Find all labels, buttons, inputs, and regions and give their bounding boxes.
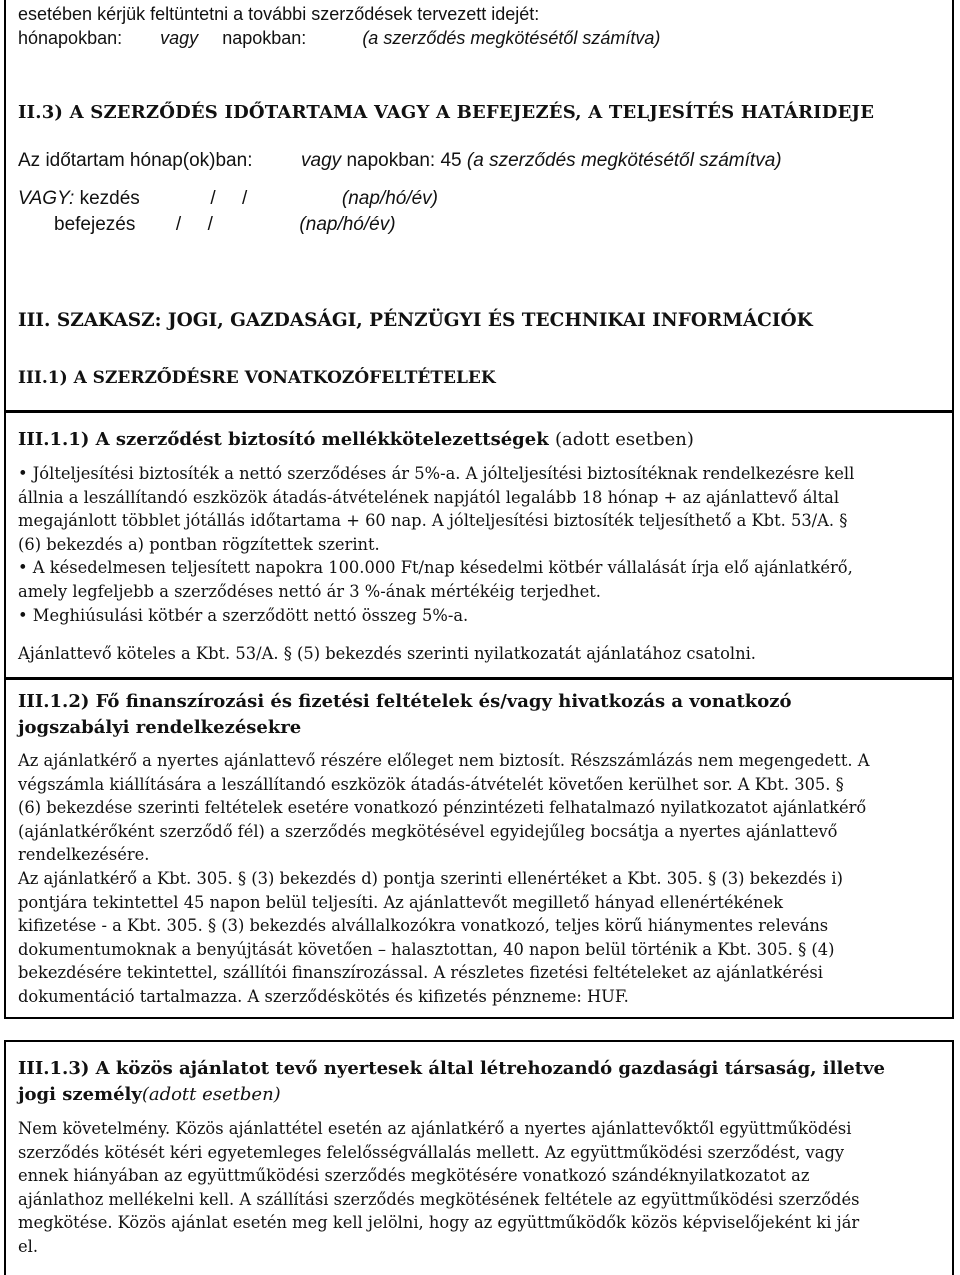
heading-III11-title: III.1.1) A szerződést biztosító mellékkötelezettségek	[18, 429, 549, 450]
duration-vagy: vagy	[301, 150, 342, 171]
heading-III12-line-2: jogszabályi rendelkezésekre	[18, 717, 302, 738]
payment-text	[18, 749, 870, 1009]
joint-line-6: el.	[18, 1236, 39, 1256]
from-signing-note: (a szerződés megkötésétől számítva)	[362, 28, 661, 48]
section-title-III1: III.1) A SZERZŐDÉSRE VONATKOZÓFELTÉTELEK	[18, 368, 496, 388]
heading-III13-line-2: jogi személy	[18, 1084, 142, 1105]
contract-duration-box	[4, 0, 954, 412]
heading-III12	[18, 689, 792, 741]
heading-III13-line-1: III.1.3) A közös ajánlatot tevő nyertesek által létrehozandó gazdasági társaság, illetve	[18, 1058, 885, 1079]
guarantee-line-3: megajánlott többlet jótállás időtartama + 60 nap. A jólteljesítési biztosíték teljesíthető a Kbt. 53/A. §	[18, 511, 848, 531]
payment-line-8: kifizetése - a Kbt. 305. § (3) bekezdés alvállalkozókra vonatkozó, teljes körű hiánymentes releváns	[18, 916, 829, 936]
start-date-row	[18, 188, 438, 210]
start-slashes: / /	[210, 188, 248, 209]
guarantee-box	[4, 411, 954, 679]
section-title-II3: II.3) A SZERZŐDÉS IDŐTARTAMA VAGY A BEFEJEZÉS, A TELJESÍTÉS HATÁRIDEJE	[18, 102, 875, 123]
duration-days: napokban: 45	[346, 150, 462, 171]
end-slashes: / /	[175, 214, 213, 235]
joint-bid-box	[4, 1040, 954, 1275]
guarantee-line-4: (6) bekezdés a) pontban rögzítettek szerint.	[18, 534, 380, 554]
heading-III11	[18, 428, 694, 452]
guarantee-line-1: • Jólteljesítési biztosíték a nettó szerződéses ár 5%-a. A jólteljesítési biztosítéknak rendelkezésre kell	[18, 462, 854, 486]
guarantee-line-2: állnia a leszállítandó eszközök átadás-átvételének napjától legalább 18 hónap + az ajánlattevő által	[18, 487, 840, 507]
start-format: (nap/hó/év)	[341, 188, 439, 209]
months-days-row	[18, 28, 660, 49]
section-title-III: III. SZAKASZ: JOGI, GAZDASÁGI, PÉNZÜGYI ÉS TECHNIKAI INFORMÁCIÓK	[18, 310, 813, 331]
payment-line-3: (6) bekezdése szerinti feltételek esetére vonatkozó pénzintézeti felhatalmazó nyilatkozatot ajánlatkérő	[18, 798, 867, 818]
joint-line-2: szerződés kötését kéri egyetemleges felelősségvállalás mellett. Az együttműködési szerződést, vagy	[18, 1142, 845, 1162]
joint-line-5: megkötése. Közös ajánlat esetén meg kell jelölni, hogy az együttműködők közös képviselőjeként ki jár	[18, 1213, 860, 1233]
payment-line-7: pontjára tekintettel 45 napon belül teljesíti. Az ajánlattevőt megillető hányad ellenértékének	[18, 892, 784, 912]
heading-III13-note: (adott esetben)	[141, 1084, 281, 1105]
vagy-text: vagy	[160, 28, 199, 48]
payment-line-9: dokumentumoknak a benyújtását követően – halasztottan, 40 napon belül történik a Kbt. 305. § (4)	[18, 939, 835, 959]
penalty-line-1: • A késedelmesen teljesített napokra 100.000 Ft/nap késedelmi kötbér vállalását írja elő ajánlatkérő,	[18, 556, 854, 580]
months-label: hónapokban:	[18, 28, 123, 48]
days-label: napokban:	[222, 28, 307, 48]
joint-bid-text	[18, 1117, 859, 1259]
payment-line-4: (ajánlatkérőként szerződő fél) a szerződés megkötésével egyidejűleg bocsátja a nyertes ajánlattevő	[18, 821, 838, 841]
heading-III13	[18, 1056, 885, 1108]
payment-line-10: bekezdésére tekintettel, szállítói finanszírozással. A részletes fizetési feltételeket az ajánlatkérési	[18, 963, 823, 983]
failure-penalty-line: • Meghiúsulási kötbér a szerződött nettó összeg 5%-a.	[18, 604, 854, 628]
duration-row	[18, 150, 782, 172]
planned-contracts-text: esetében kérjük feltüntetni a további szerződések tervezett idejét:	[18, 4, 540, 24]
joint-line-3: ennek hiányában az együttműködési szerződés megkötésére vonatkozó szándéknyilatkozatot az	[18, 1166, 810, 1186]
penalty-line-2: amely legfeljebb a szerződéses nettó ár 3 %-ának mértékéig terjedhet.	[18, 581, 601, 601]
vagy-label: VAGY:	[18, 188, 75, 209]
guarantee-closing: Ajánlattevő köteles a Kbt. 53/A. § (5) bekezdés szerinti nyilatkozatát ajánlatához csatolni.	[18, 644, 756, 663]
heading-III12-line-1: III.1.2) Fő finanszírozási és fizetési feltételek és/vagy hivatkozás a vonatkozó	[18, 691, 792, 712]
payment-line-6: Az ajánlatkérő a Kbt. 305. § (3) bekezdés d) pontja szerinti ellenértéket a Kbt. 305. § (3) bekezdés i)	[18, 868, 843, 888]
guarantee-text	[18, 462, 854, 627]
start-label: kezdés	[79, 188, 140, 209]
payment-line-11: dokumentáció tartalmazza. A szerződéskötés és kifizetés pénzneme: HUF.	[18, 986, 629, 1006]
end-date-row	[54, 214, 396, 236]
payment-line-1: Az ajánlatkérő a nyertes ajánlattevő részére előleget nem biztosít. Részszámlázás nem megengedett. A	[18, 751, 870, 770]
payment-line-2: végszámla kiállítására a leszállítandó eszközök átadás-átvételét követően kerülhet sor. A Kbt. 305. §	[18, 774, 844, 794]
end-label: befejezés	[54, 214, 136, 235]
joint-line-1: Nem követelmény. Közös ajánlattétel esetén az ajánlatkérő a nyertes ajánlattevőktől együttműködési	[18, 1119, 852, 1138]
duration-note: (a szerződés megkötésétől számítva)	[466, 150, 782, 171]
end-format: (nap/hó/év)	[299, 214, 396, 235]
payment-terms-box	[4, 678, 954, 1019]
joint-line-4: ajánlathoz mellékelni kell. A szállítási szerződés megkötésének feltétele az együttműködési szerződés	[18, 1189, 860, 1209]
duration-label: Az időtartam hónap(ok)ban:	[18, 150, 253, 171]
payment-line-5: rendelkezésére.	[18, 845, 150, 865]
heading-III11-note: (adott esetben)	[554, 429, 694, 450]
